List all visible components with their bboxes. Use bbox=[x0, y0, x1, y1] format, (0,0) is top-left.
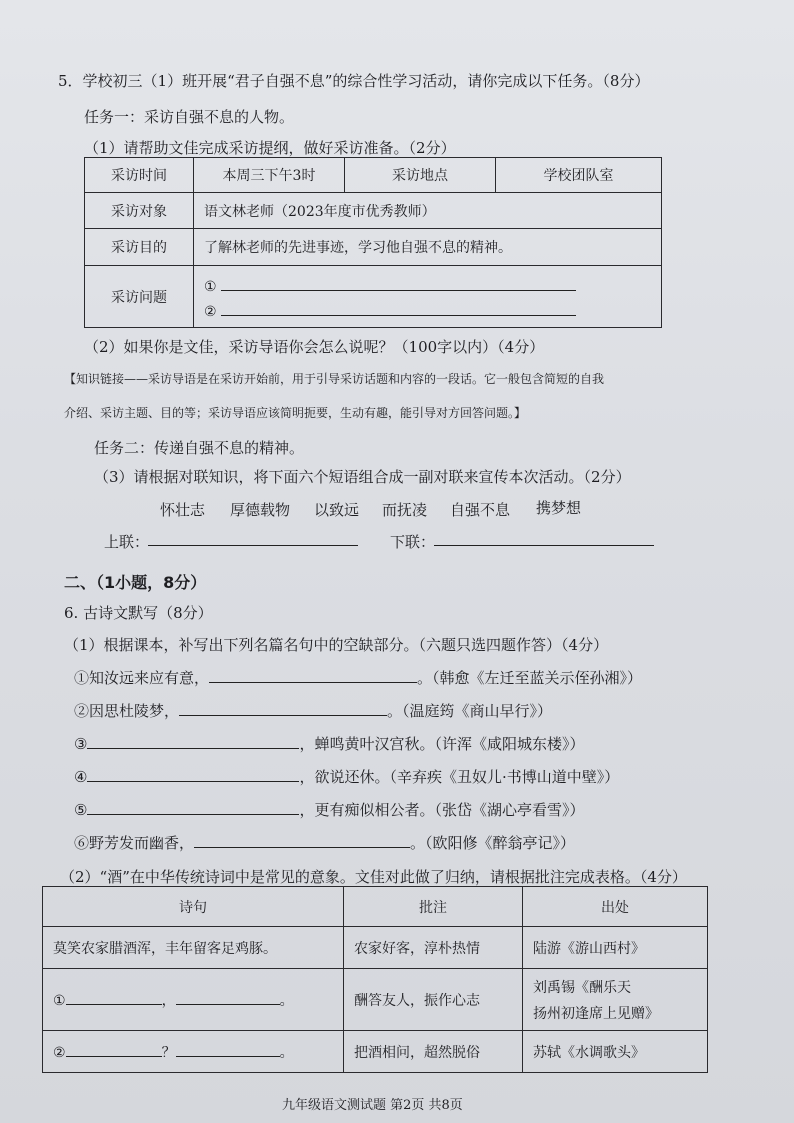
header-poem: 诗句 bbox=[43, 887, 344, 927]
row3-poem: ② ？ 。 bbox=[43, 1031, 344, 1073]
recite-blank-2[interactable] bbox=[179, 701, 387, 716]
row2-blank-1[interactable] bbox=[66, 990, 162, 1005]
phrase-5: 自强不息 bbox=[450, 501, 511, 519]
recite-line-2: ②因思杜陵梦， 。（温庭筠《商山早行》） bbox=[74, 702, 553, 720]
phrase-6: 携梦想 bbox=[536, 499, 582, 517]
purpose-value: 了解林老师的先进事迹，学习他自强不息的精神。 bbox=[194, 229, 662, 266]
q5-sub3: （3）请根据对联知识，将下面六个短语组合成一副对联来宣传本次活动。（2分） bbox=[94, 468, 631, 486]
lower-couplet-label: 下联： bbox=[390, 533, 436, 551]
q5-sub2: （2）如果你是文佳，采访导语你会怎么说呢？（100字以内）（4分） bbox=[84, 338, 545, 356]
lower-couplet-blank[interactable] bbox=[434, 531, 654, 550]
phrase-4: 而抚凌 bbox=[382, 501, 428, 519]
upper-couplet-label: 上联： bbox=[104, 533, 150, 551]
header-source: 出处 bbox=[523, 887, 708, 927]
recite-line-3: ③ ，蝉鸣黄叶汉宫秋。（许浑《咸阳城东楼》） bbox=[74, 735, 585, 753]
question-2-mark: ② bbox=[204, 303, 217, 320]
phrase-3: 以致远 bbox=[314, 501, 360, 519]
row2-source: 刘禹锡《酬乐天 扬州初逢席上见赠》 bbox=[523, 969, 708, 1031]
q6-sub2: （2）“酒”在中华传统诗词中是常见的意象。文佳对此做了归纳，请根据批注完成表格。（4分） bbox=[60, 868, 687, 886]
purpose-label: 采访目的 bbox=[85, 229, 194, 266]
row2-poem: ① ， 。 bbox=[43, 969, 344, 1031]
q6-sub1: （1）根据课本，补写出下列名篇名句中的空缺部分。（六题只选四题作答）（4分） bbox=[64, 636, 609, 654]
phrase-1: 怀壮志 bbox=[160, 501, 206, 519]
time-label: 采访时间 bbox=[85, 158, 194, 193]
row1-poem: 莫笑农家腊酒浑，丰年留客足鸡豚。 bbox=[43, 927, 344, 969]
upper-couplet-blank[interactable] bbox=[148, 531, 358, 550]
row3-blank-2[interactable] bbox=[176, 1042, 280, 1057]
recite-blank-1[interactable] bbox=[209, 668, 417, 683]
header-note: 批注 bbox=[344, 887, 523, 927]
recite-blank-6[interactable] bbox=[194, 833, 410, 848]
question-label: 采访问题 bbox=[85, 266, 194, 328]
recite-blank-4[interactable] bbox=[87, 767, 299, 782]
section2-heading: 二、（1小题，8分） bbox=[64, 573, 207, 592]
row3-source: 苏轼《水调歌头》 bbox=[523, 1031, 708, 1073]
place-value: 学校团队室 bbox=[496, 158, 662, 193]
task2-title: 任务二：传递自强不息的精神。 bbox=[94, 439, 305, 457]
target-label: 采访对象 bbox=[85, 193, 194, 229]
knowledge-link-line1: 【知识链接——采访导语是在采访开始前，用于引导采访话题和内容的一段话。它一般包含简短的自我 bbox=[64, 372, 605, 386]
recite-line-4: ④ ，欲说还休。（辛弃疾《丑奴儿·书博山道中壁》） bbox=[74, 768, 620, 786]
recite-blank-5[interactable] bbox=[87, 800, 299, 815]
page-footer: 九年级语文测试题 第2页 共8页 bbox=[282, 1098, 463, 1113]
row1-note: 农家好客，淳朴热情 bbox=[344, 927, 523, 969]
q6-title: 6. 古诗文默写（8分） bbox=[64, 604, 213, 622]
phrase-2: 厚德载物 bbox=[230, 501, 291, 519]
question-cell bbox=[194, 266, 662, 328]
q5-sub1: （1）请帮助文佳完成采访提纲，做好采访准备。（2分） bbox=[84, 139, 456, 157]
row1-source: 陆游《游山西村》 bbox=[523, 927, 708, 969]
question-1-blank[interactable] bbox=[221, 276, 576, 291]
interview-table bbox=[84, 157, 662, 328]
row3-note: 把酒相问，超然脱俗 bbox=[344, 1031, 523, 1073]
recite-blank-3[interactable] bbox=[87, 734, 299, 749]
task1-title: 任务一：采访自强不息的人物。 bbox=[84, 108, 295, 126]
target-value: 语文林老师（2023年度市优秀教师） bbox=[194, 193, 662, 229]
recite-line-6: ⑥野芳发而幽香， 。（欧阳修《醉翁亭记》） bbox=[74, 834, 576, 852]
row2-blank-2[interactable] bbox=[176, 990, 280, 1005]
row3-blank-1[interactable] bbox=[66, 1042, 162, 1057]
q5-heading: 5．学校初三（1）班开展“君子自强不息”的综合性学习活动，请你完成以下任务。（8分） bbox=[58, 72, 650, 90]
time-value: 本周三下午3时 bbox=[194, 158, 345, 193]
question-1-mark: ① bbox=[204, 278, 217, 295]
recite-line-1: ①知汝远来应有意， 。（韩愈《左迁至蓝关示侄孙湘》） bbox=[74, 669, 643, 687]
question-2-blank[interactable] bbox=[221, 301, 576, 316]
knowledge-link-line2: 介绍、采访主题、目的等；采访导语应该简明扼要，生动有趣，能引导对方回答问题。】 bbox=[64, 406, 527, 420]
recite-line-5: ⑤ ，更有痴似相公者。（张岱《湖心亭看雪》） bbox=[74, 801, 585, 819]
place-label: 采访地点 bbox=[345, 158, 496, 193]
wine-table bbox=[42, 886, 708, 1073]
row2-note: 酬答友人，振作心志 bbox=[344, 969, 523, 1031]
